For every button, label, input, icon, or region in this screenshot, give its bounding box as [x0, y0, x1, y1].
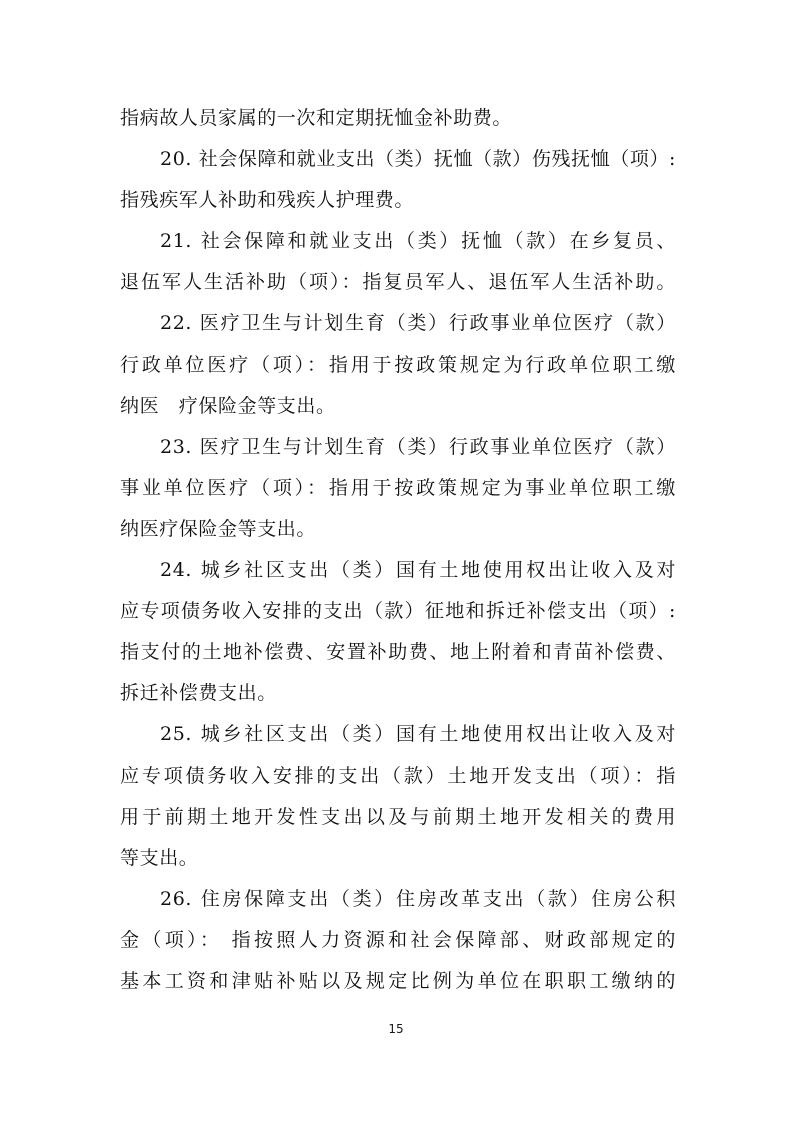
text-line: 20. 社会保障和就业支出（类）抚恤（款）伤残抚恤（项）:	[160, 148, 677, 171]
text-line: 用于前期土地开发性支出以及与前期土地开发相关的费用	[120, 805, 676, 828]
text-line: 退伍军人生活补助（项）：指复员军人、退伍军人生活补助。	[120, 271, 676, 294]
text-line: 指病故人员家属的一次和定期抚恤金补助费。	[120, 107, 513, 129]
body-text	[120, 98, 676, 1002]
text-line: 基本工资和津贴补贴以及规定比例为单位在职职工缴纳的	[120, 969, 676, 992]
text-line: 21. 社会保障和就业支出（类）抚恤（款）在乡复员、	[160, 230, 676, 253]
text-line: 24. 城乡社区支出（类）国有土地使用权出让收入及对	[160, 559, 676, 582]
text-line: 22. 医疗卫生与计划生育（类）行政事业单位医疗（款）	[160, 312, 676, 335]
text-line: 26. 住房保障支出（类）住房改革支出（款）住房公积	[160, 887, 676, 910]
text-line: 金（项）： 指按照人力资源和社会保障部、财政部规定的	[120, 928, 676, 951]
text-line: 纳医 疗保险金等支出。	[120, 394, 336, 417]
text-line: 纳医疗保险金等支出。	[120, 517, 317, 540]
text-line: 拆迁补偿费支出。	[120, 682, 277, 705]
text-line: 23. 医疗卫生与计划生育（类）行政事业单位医疗（款）	[160, 435, 676, 458]
text-line: 25. 城乡社区支出（类）国有土地使用权出让收入及对	[160, 723, 676, 746]
text-line: 行政单位医疗（项）：指用于按政策规定为行政单位职工缴	[120, 353, 676, 376]
text-line: 事业单位医疗（项）：指用于按政策规定为事业单位职工缴	[120, 476, 676, 499]
text-line: 指支付的土地补偿费、安置补助费、地上附着和青苗补偿费、	[120, 641, 676, 664]
text-line: 应专项债务收入安排的支出（款）土地开发支出（项）：指	[120, 764, 676, 787]
text-line: 指残疾军人补助和残疾人护理费。	[120, 189, 415, 212]
text-line: 应专项债务收入安排的支出（款）征地和拆迁补偿支出（项）:	[120, 600, 676, 623]
page-number: 15	[388, 1022, 404, 1036]
text-line: 等支出。	[120, 846, 199, 869]
